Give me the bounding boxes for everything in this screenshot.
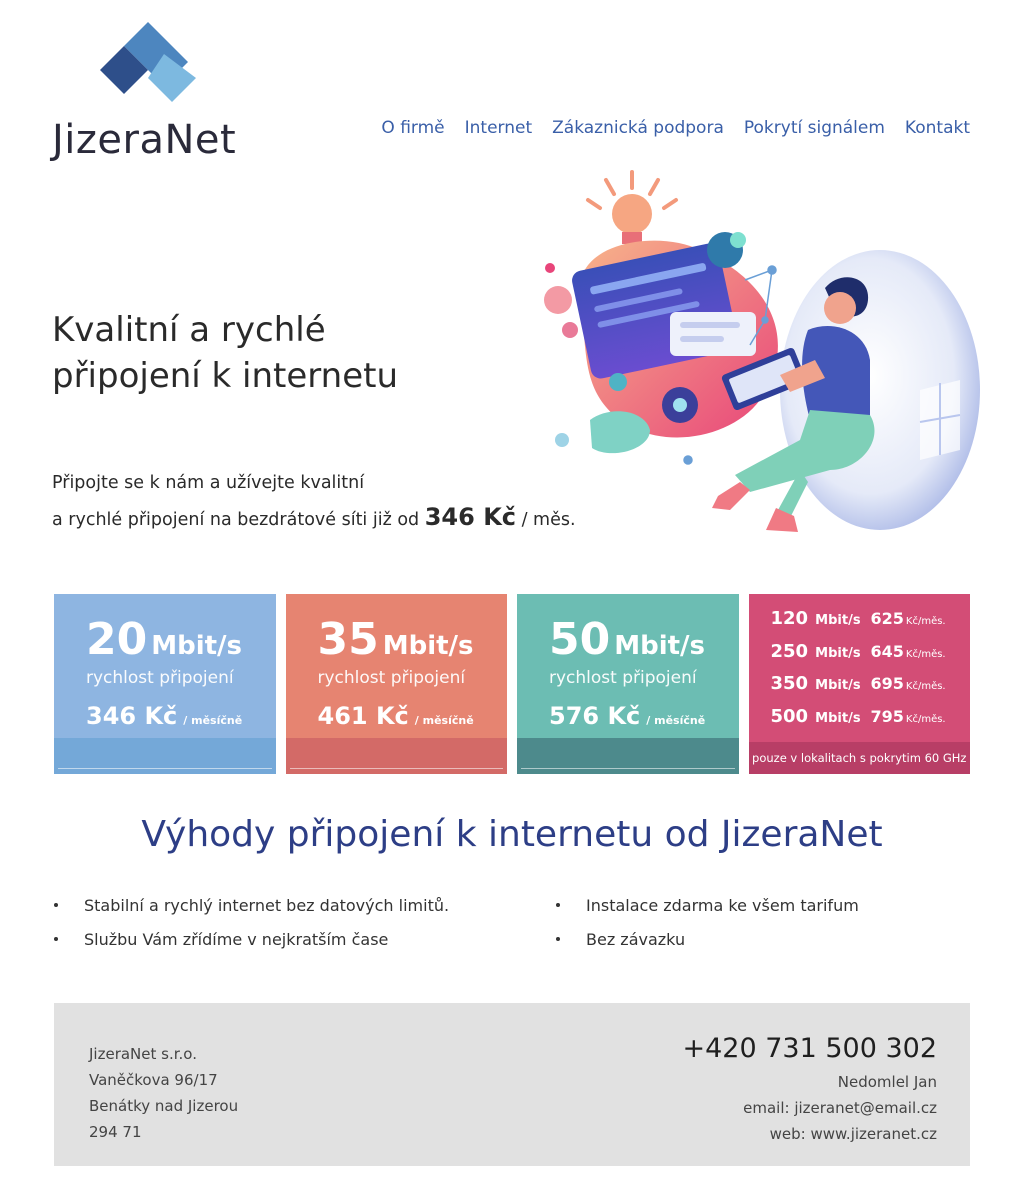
premium-price-value: 645 — [870, 641, 904, 661]
premium-speed-value: 250 — [770, 640, 809, 662]
plan-divider — [58, 768, 272, 769]
plan-speed — [318, 614, 474, 665]
hero-text — [52, 466, 592, 537]
benefit-text: Službu Vám zřídíme v nejkratším čase — [84, 930, 389, 949]
brand-logo[interactable] — [52, 20, 252, 163]
premium-speed — [771, 641, 871, 662]
hero-title — [52, 307, 472, 399]
premium-price — [871, 674, 946, 693]
plan-speed — [86, 614, 242, 665]
footer-web[interactable]: web: www.jizeranet.cz — [769, 1125, 937, 1143]
hero-price: 346 Kč — [424, 503, 517, 531]
person-laptop-illustration-icon — [540, 170, 980, 560]
premium-row — [771, 608, 961, 641]
premium-speed-unit: Mbit/s — [815, 710, 861, 726]
footer-phone[interactable]: +420 731 500 302 — [682, 1033, 937, 1064]
plan-divider — [290, 768, 504, 769]
benefit-item — [556, 896, 859, 915]
plan-price-period: / měsíčně — [414, 714, 474, 727]
premium-speed — [771, 673, 871, 694]
plan-price — [549, 702, 705, 730]
plan-card-50[interactable] — [517, 594, 739, 774]
benefit-item — [556, 930, 685, 949]
benefits-title: Výhody připojení k internetu od JizeraNet — [141, 814, 883, 855]
premium-row — [771, 673, 961, 706]
nav-item-o-firme[interactable]: O firmě — [381, 118, 445, 138]
premium-price-period: Kč/měs. — [905, 616, 946, 627]
plans-row — [54, 594, 970, 774]
logo-diamond-icon — [92, 20, 204, 110]
premium-price — [871, 707, 946, 726]
footer — [54, 1003, 970, 1166]
plan-speed-value: 35 — [317, 614, 379, 665]
premium-speed-unit: Mbit/s — [815, 613, 861, 628]
benefit-item — [54, 896, 449, 915]
plan-speed-value: 20 — [86, 614, 148, 665]
plan-card-35[interactable] — [286, 594, 508, 774]
plan-subtitle: rychlost připojení — [549, 668, 697, 688]
benefit-text: Stabilní a rychlý internet bez datových limitů. — [84, 896, 450, 915]
premium-rows — [771, 608, 961, 738]
bullet-icon — [54, 903, 58, 907]
nav-item-internet[interactable]: Internet — [464, 118, 533, 138]
premium-note: pouze v lokalitach s pokrytim 60 GHz — [752, 751, 967, 765]
premium-price-period: Kč/měs. — [905, 713, 946, 725]
premium-row — [771, 641, 961, 674]
plan-speed-unit: Mbit/s — [614, 631, 706, 661]
plan-price — [318, 702, 474, 730]
plan-card-premium[interactable] — [749, 594, 971, 774]
footer-contact — [682, 1029, 937, 1147]
plan-speed — [549, 614, 705, 665]
hero-title-line2: připojení k internetu — [52, 356, 399, 396]
plan-price-value: 461 Kč — [317, 702, 409, 730]
footer-zip: 294 71 — [89, 1123, 142, 1141]
plan-price — [86, 702, 242, 730]
nav-item-kontakt[interactable]: Kontakt — [904, 118, 970, 138]
footer-company: JizeraNet s.r.o. — [89, 1045, 197, 1063]
hero-price-suffix: / měs. — [521, 510, 576, 530]
hero-text-line2: a rychlé připojení na bezdrátové síti již od — [52, 510, 420, 530]
plan-subtitle: rychlost připojení — [317, 668, 466, 688]
premium-price-period: Kč/měs. — [905, 681, 946, 692]
main-nav — [361, 118, 970, 138]
footer-address — [89, 1041, 238, 1145]
plan-card-20[interactable] — [54, 594, 276, 774]
footer-city: Benátky nad Jizerou — [89, 1097, 239, 1115]
bullet-icon — [54, 937, 58, 941]
plan-price-period: / měsíčně — [183, 714, 243, 727]
plan-price-value: 576 Kč — [549, 702, 641, 730]
premium-speed-unit: Mbit/s — [815, 678, 861, 693]
premium-price-period: Kč/měs. — [905, 648, 946, 660]
benefit-text: Instalace zdarma ke všem tarifum — [586, 896, 859, 915]
bullet-icon — [556, 903, 560, 907]
plan-speed-unit: Mbit/s — [151, 631, 243, 661]
benefit-item — [54, 930, 388, 949]
premium-price-value: 625 — [870, 609, 904, 628]
plan-divider — [521, 768, 735, 769]
premium-speed-value: 120 — [770, 608, 809, 629]
premium-price-value: 695 — [870, 674, 904, 693]
plan-price-period: / měsíčně — [646, 714, 706, 727]
nav-item-podpora[interactable]: Zákaznická podpora — [552, 118, 724, 138]
footer-email[interactable]: email: jizeranet@email.cz — [743, 1099, 937, 1117]
hero-text-line1: Připojte se k nám a užívejte kvalitní — [52, 473, 365, 493]
premium-row — [771, 706, 961, 739]
benefit-text: Bez závazku — [586, 930, 686, 949]
plan-speed-unit: Mbit/s — [382, 631, 474, 661]
premium-price — [871, 609, 946, 628]
premium-speed-unit: Mbit/s — [815, 645, 861, 661]
footer-person: Nedomlel Jan — [837, 1073, 937, 1091]
premium-speed-value: 500 — [770, 705, 809, 727]
premium-speed-value: 350 — [770, 673, 809, 694]
premium-price-value: 795 — [870, 706, 904, 726]
plan-speed-value: 50 — [549, 614, 611, 665]
nav-item-pokryti[interactable]: Pokrytí signálem — [743, 118, 885, 138]
plan-price-value: 346 Kč — [86, 702, 178, 730]
premium-speed — [771, 706, 871, 727]
hero-title-line1: Kvalitní a rychlé — [52, 310, 326, 350]
plan-subtitle: rychlost připojení — [86, 668, 234, 688]
premium-price — [871, 642, 946, 661]
bullet-icon — [556, 937, 560, 941]
footer-street: Vaněčkova 96/17 — [89, 1071, 218, 1089]
premium-speed — [771, 608, 871, 629]
brand-name: JizeraNet — [52, 117, 237, 163]
